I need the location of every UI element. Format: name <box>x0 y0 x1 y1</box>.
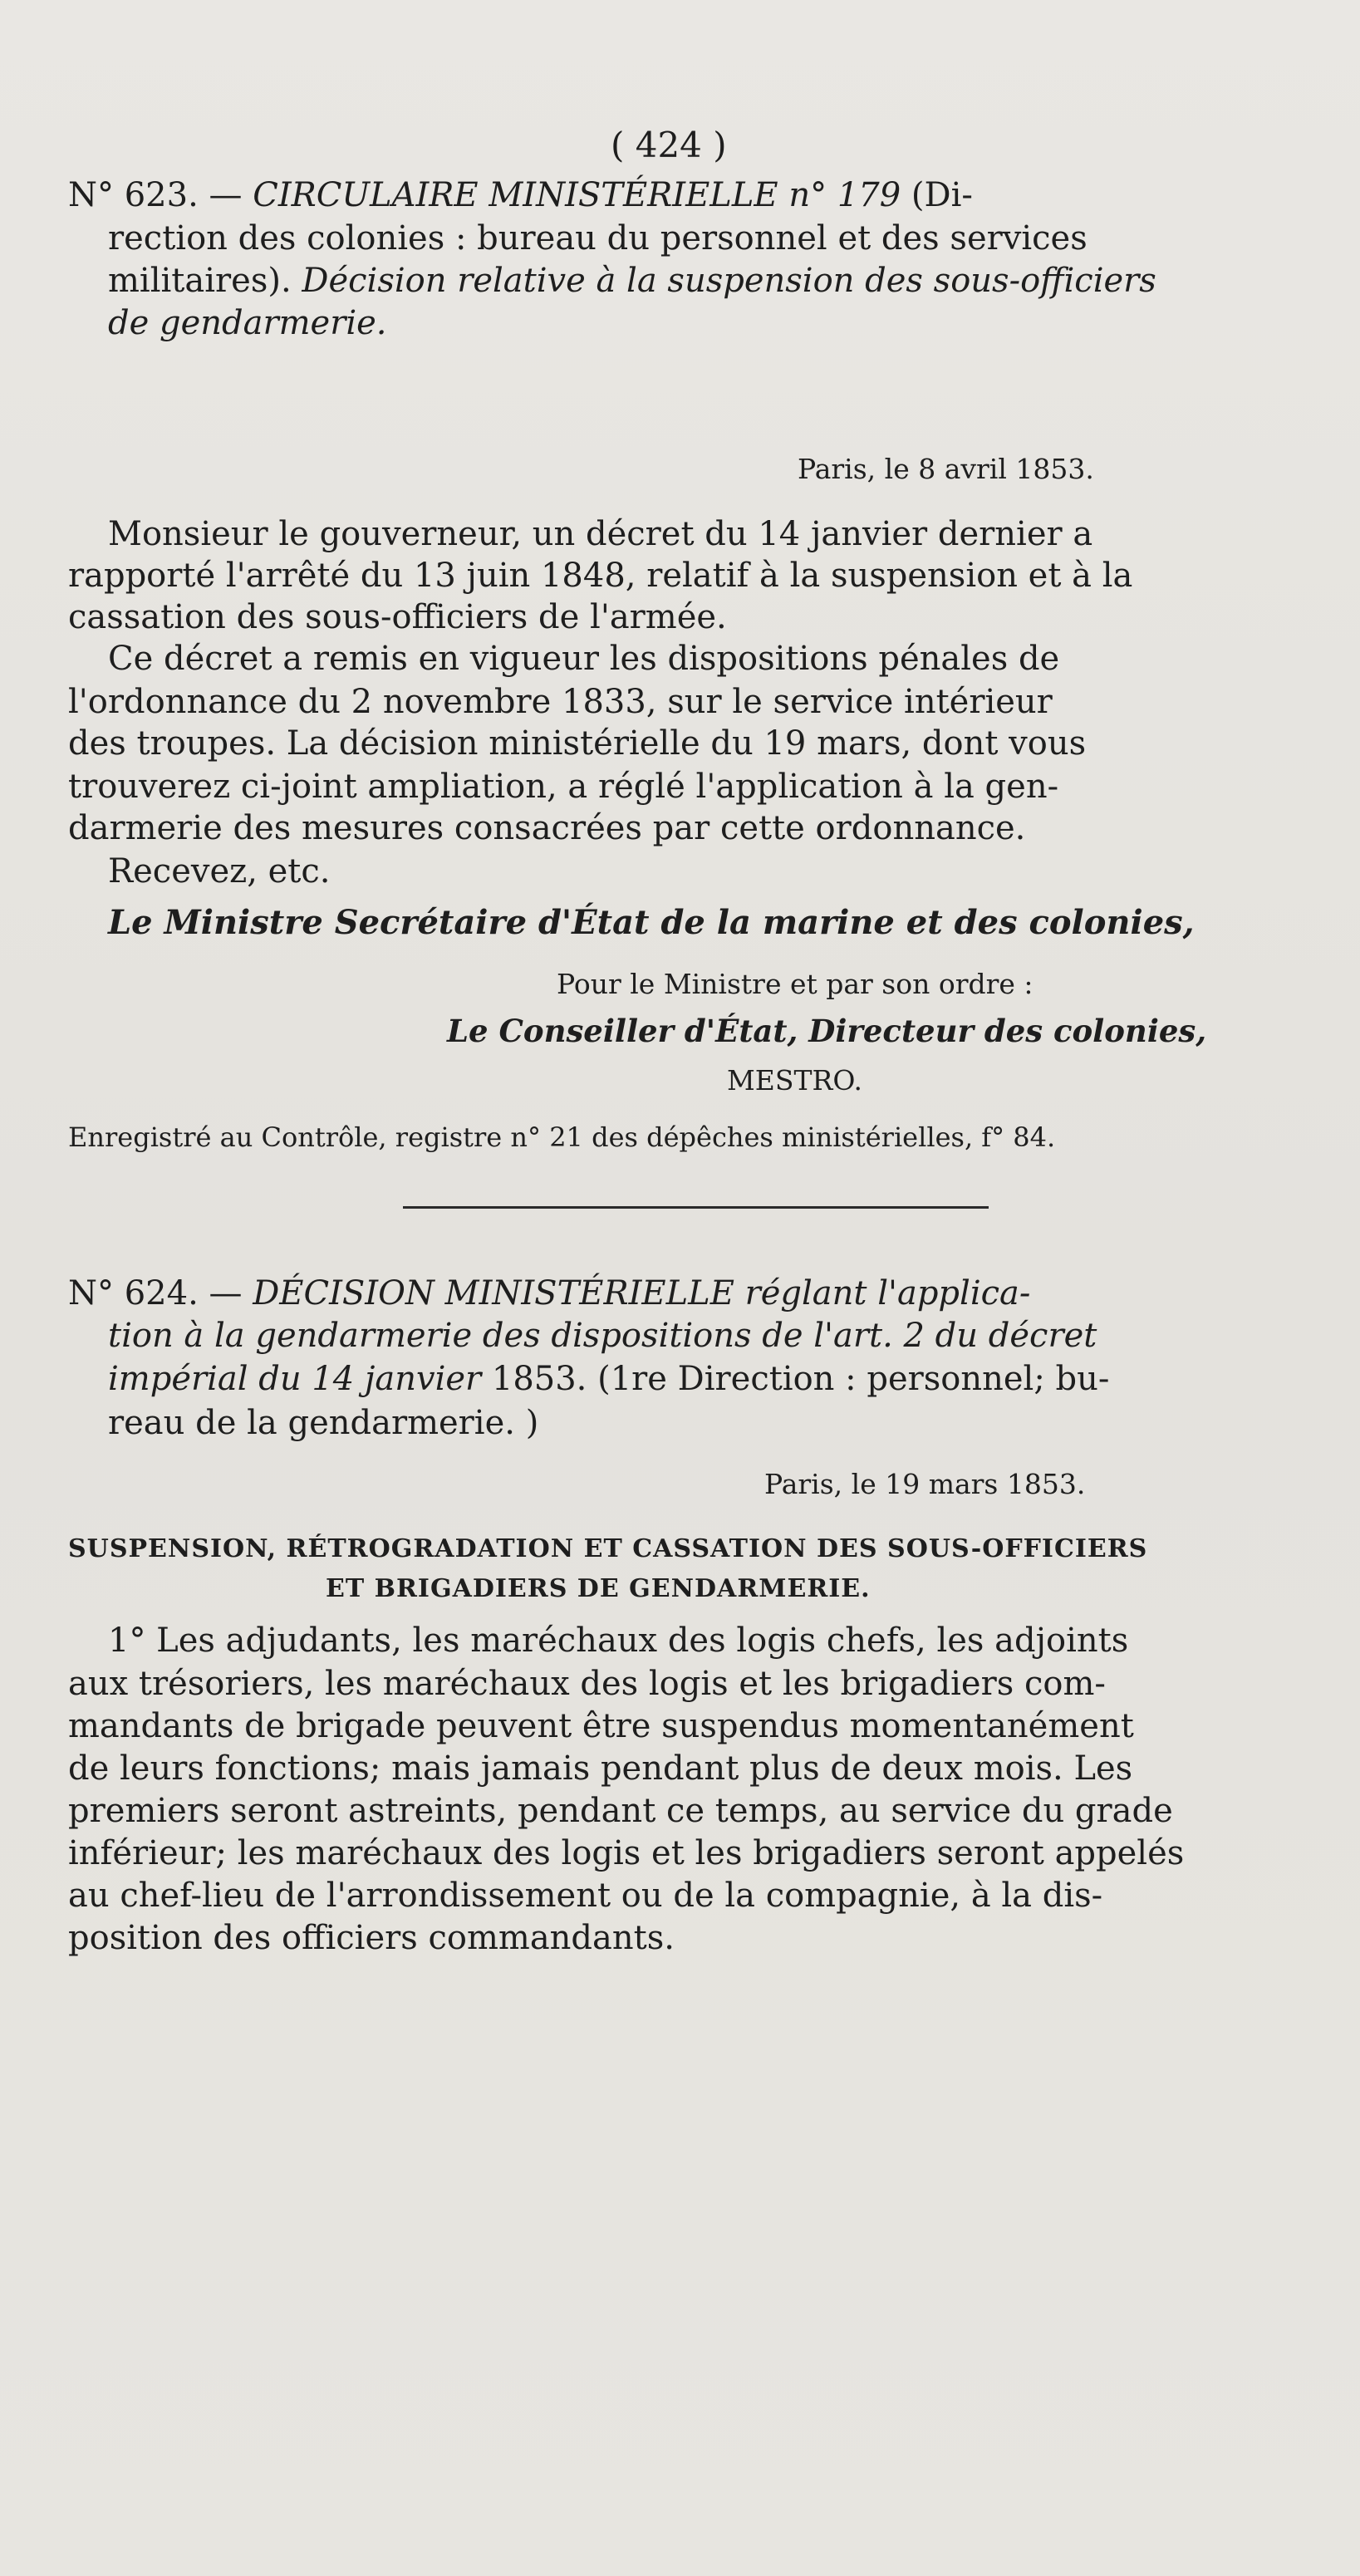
doc624-body-line: de leurs fonctions; mais jamais pendant plus de deux mois. Les <box>68 1749 1133 1788</box>
doc624-heading-line3 <box>108 1358 1109 1400</box>
doc623-body-line: l'ordonnance du 2 novembre 1833, sur le service intérieur <box>68 683 1053 721</box>
doc623-registration: Enregistré au Contrôle, registre n° 21 des dépêches ministérielles, f° 84. <box>68 1121 1056 1153</box>
doc624-heading <box>68 1273 1030 1314</box>
doc624-heading-line3a: impérial du 14 janvier <box>108 1360 492 1398</box>
doc624-date: Paris, le 19 mars 1853. <box>764 1468 1086 1500</box>
section-separator <box>403 1206 989 1209</box>
doc624-heading-line4: reau de la gendarmerie. ) <box>108 1404 539 1442</box>
doc624-body-line: aux trésoriers, les maréchaux des logis et les brigadiers com- <box>68 1665 1106 1703</box>
doc624-body-line: inférieur; les maréchaux des logis et les brigadiers seront appelés <box>68 1834 1185 1872</box>
doc624-section-title-line2: ET BRIGADIERS DE GENDARMERIE. <box>326 1574 871 1603</box>
doc623-body-line: des troupes. La décision ministérielle du 19 mars, dont vous <box>68 724 1087 763</box>
doc624-body-line: position des officiers commandants. <box>68 1919 675 1957</box>
page-number: ( 424 ) <box>611 125 727 165</box>
doc624-number: N° 624. — <box>68 1274 253 1313</box>
doc623-title: CIRCULAIRE MINISTÉRIELLE n° 179 <box>253 176 901 214</box>
doc623-number: N° 623. — <box>68 176 253 214</box>
doc623-heading <box>68 174 973 216</box>
doc623-heading-line3b: Décision relative à la suspension des sous-officiers <box>302 262 1156 300</box>
doc624-body-line: premiers seront astreints, pendant ce temps, au service du grade <box>68 1792 1173 1830</box>
doc623-heading-line2: rection des colonies : bureau du personnel et des services <box>108 219 1088 258</box>
doc624-section-title: SUSPENSION, RÉTROGRADATION ET CASSATION DES SOUS-OFFICIERS <box>68 1534 1148 1563</box>
doc623-heading-line4: de gendarmerie. <box>108 304 387 342</box>
doc624-body-line: mandants de brigade peuvent être suspendus momentanément <box>68 1707 1134 1745</box>
doc623-signature-name: MESTRO. <box>727 1064 862 1097</box>
doc623-body-line: Recevez, etc. <box>108 852 331 891</box>
doc623-body-line: Monsieur le gouverneur, un décret du 14 janvier dernier a <box>108 515 1093 553</box>
doc623-signature-director: Le Conseiller d'État, Directeur des colonies, <box>447 1013 1207 1049</box>
doc623-heading-line3 <box>108 260 1156 302</box>
doc623-body-line: darmerie des mesures consacrées par cette ordonnance. <box>68 809 1026 847</box>
doc624-heading-line2: tion à la gendarmerie des dispositions de l'art. 2 du décret <box>108 1317 1097 1355</box>
doc623-body-line: Ce décret a remis en vigueur les dispositions pénales de <box>108 640 1060 678</box>
doc624-title: DÉCISION MINISTÉRIELLE réglant l'applica- <box>253 1274 1031 1313</box>
doc623-body-line: cassation des sous-officiers de l'armée. <box>68 598 727 636</box>
doc623-body-line: trouverez ci-joint ampliation, a réglé l'application à la gen- <box>68 768 1059 806</box>
doc623-body-line: rapporté l'arrêté du 13 juin 1848, relatif à la suspension et à la <box>68 557 1133 595</box>
doc624-body-line: 1° Les adjudants, les maréchaux des logis chefs, les adjoints <box>108 1622 1129 1660</box>
doc623-title-tail: (Di- <box>901 176 973 214</box>
doc623-signature-order: Pour le Ministre et par son ordre : <box>557 968 1034 1000</box>
doc623-heading-line3a: militaires). <box>108 262 302 300</box>
doc624-body-line: au chef-lieu de l'arrondissement ou de la compagnie, à la dis- <box>68 1877 1103 1915</box>
doc624-heading-line3b: 1853. (1re Direction : personnel; bu- <box>491 1360 1110 1398</box>
doc623-date: Paris, le 8 avril 1853. <box>798 453 1094 485</box>
doc623-signature-minister: Le Ministre Secrétaire d'État de la marine et des colonies, <box>108 903 1195 942</box>
